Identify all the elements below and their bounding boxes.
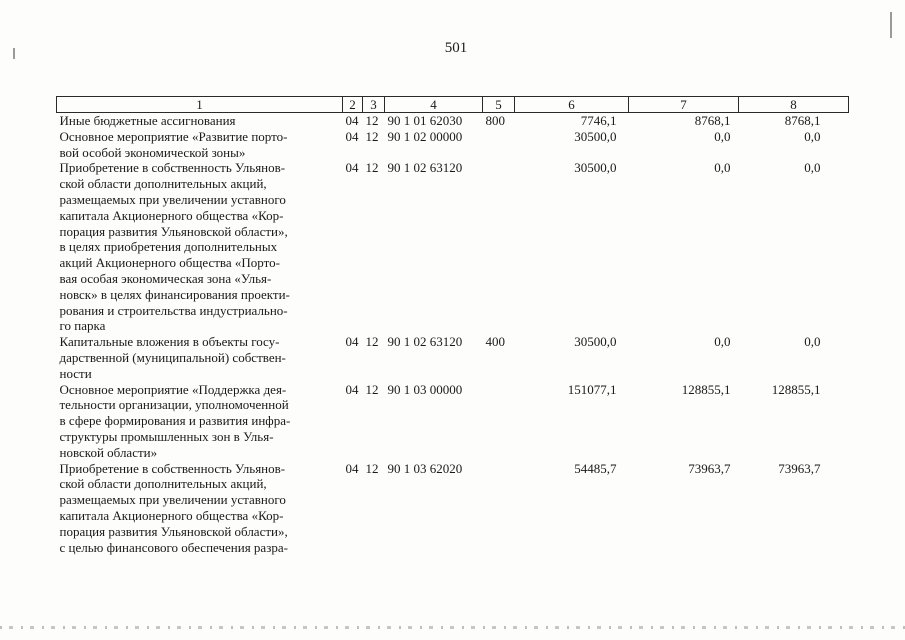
page-number: 501 xyxy=(444,40,468,56)
csr-cell: 90 1 02 63120 xyxy=(387,334,463,350)
csr-cell: 90 1 03 00000 xyxy=(387,381,463,397)
pr-cell: 12 xyxy=(365,460,379,476)
row-name-line: вой особой экономической зоны» xyxy=(59,144,246,160)
row-name-line: Основное мероприятие «Поддержка дея- xyxy=(59,381,287,397)
table-row xyxy=(57,113,849,129)
vr-cell xyxy=(483,461,515,556)
row-name-line: ской области дополнительных акций, xyxy=(59,476,267,492)
rz-cell: 04 xyxy=(345,381,359,397)
pr-cell: 12 xyxy=(365,160,379,176)
pr-cell: 12 xyxy=(365,113,379,128)
table-row xyxy=(57,129,849,161)
header-col-3: 3 xyxy=(363,97,385,113)
rz-cell: 04 xyxy=(345,113,359,128)
row-name-line: Приобретение в собственность Ульянов- xyxy=(59,160,286,176)
row-name-line: Иные бюджетные ассигнования xyxy=(59,113,236,128)
row-name-line: размещаемых при увеличении уставного xyxy=(59,191,286,207)
value-col-8: 0,0 xyxy=(804,128,821,144)
value-col-6: 7746,1 xyxy=(580,113,617,128)
row-name-line: в сфере формирования и развития инфра- xyxy=(59,413,291,429)
row-name-line: дарственной (муниципальной) собствен- xyxy=(59,349,286,365)
row-name-line: структуры промышленных зон в Улья- xyxy=(59,428,274,444)
row-name-line: порация развития Ульяновской области», xyxy=(59,223,288,239)
row-name-line: капитала Акционерного общества «Кор- xyxy=(59,507,284,523)
header-col-7: 7 xyxy=(629,97,739,113)
row-name-line: размещаемых при увеличении уставного xyxy=(59,492,286,508)
value-col-7: 0,0 xyxy=(714,128,731,144)
row-name-line: ской области дополнительных акций, xyxy=(59,176,267,192)
value-col-7: 0,0 xyxy=(714,334,731,350)
value-col-7: 0,0 xyxy=(714,160,731,176)
vr-cell: 800 xyxy=(485,113,505,128)
csr-cell: 90 1 02 00000 xyxy=(387,128,463,144)
vr-cell: 400 xyxy=(485,334,505,350)
value-col-7: 128855,1 xyxy=(681,381,731,397)
pr-cell: 12 xyxy=(365,334,379,350)
header-col-1: 1 xyxy=(57,97,343,113)
row-name xyxy=(57,382,343,461)
header-col-8: 8 xyxy=(739,97,849,113)
value-col-8: 0,0 xyxy=(804,334,821,350)
header-col-6: 6 xyxy=(515,97,629,113)
value-col-8: 73963,7 xyxy=(778,460,821,476)
row-name-line: новск» в целях финансирования проекти- xyxy=(59,286,290,302)
row-name xyxy=(57,334,343,381)
csr-cell: 90 1 02 63120 xyxy=(387,160,463,176)
pr-cell: 12 xyxy=(365,128,379,144)
row-name-line: ности xyxy=(59,365,92,381)
table-row xyxy=(57,160,849,334)
row-name xyxy=(57,461,343,556)
header-col-2: 2 xyxy=(343,97,363,113)
vr-cell xyxy=(483,382,515,461)
value-col-6: 30500,0 xyxy=(574,334,617,350)
row-name xyxy=(57,129,343,161)
value-col-8: 128855,1 xyxy=(771,381,821,397)
row-name-line: с целью финансового обеспечения разра- xyxy=(59,539,288,555)
header-col-4: 4 xyxy=(385,97,483,113)
budget-table xyxy=(56,96,849,555)
row-name-line: порация развития Ульяновской области», xyxy=(59,523,288,539)
vr-cell xyxy=(483,160,515,334)
table-header xyxy=(57,97,849,113)
row-name-line: вая особая экономическая зона «Улья- xyxy=(59,270,272,286)
csr-cell: 90 1 01 62030 xyxy=(387,113,463,128)
row-name-line: акций Акционерного общества «Порто- xyxy=(59,255,280,271)
value-col-6: 30500,0 xyxy=(574,160,617,176)
value-col-6: 30500,0 xyxy=(574,128,617,144)
rz-cell: 04 xyxy=(345,128,359,144)
value-col-6: 151077,1 xyxy=(567,381,617,397)
rz-cell: 04 xyxy=(345,460,359,476)
row-name-line: го парка xyxy=(59,318,106,334)
row-name-line: Приобретение в собственность Ульянов- xyxy=(59,460,286,476)
value-col-8: 8768,1 xyxy=(784,113,821,128)
header-col-5: 5 xyxy=(483,97,515,113)
row-name-line: Капитальные вложения в объекты госу- xyxy=(59,334,280,350)
row-name-line: в целях приобретения дополнительных xyxy=(59,239,278,255)
scan-margin-mark xyxy=(890,12,892,38)
value-col-6: 54485,7 xyxy=(574,460,617,476)
rz-cell: 04 xyxy=(345,160,359,176)
row-name-line: тельности организации, уполномоченной xyxy=(59,397,289,413)
csr-cell: 90 1 03 62020 xyxy=(387,460,463,476)
rz-cell: 04 xyxy=(345,334,359,350)
table-row xyxy=(57,382,849,461)
row-name-line: новской области» xyxy=(59,444,158,460)
scan-margin-mark xyxy=(13,48,15,59)
row-name-line: рования и строительства индустриально- xyxy=(59,302,288,318)
pr-cell: 12 xyxy=(365,381,379,397)
scan-bottom-edge xyxy=(0,626,905,629)
vr-cell xyxy=(483,129,515,161)
value-col-7: 8768,1 xyxy=(694,113,731,128)
row-name xyxy=(57,113,343,129)
header-row xyxy=(57,97,849,113)
row-name xyxy=(57,160,343,334)
value-col-8: 0,0 xyxy=(804,160,821,176)
row-name-line: Основное мероприятие «Развитие порто- xyxy=(59,128,288,144)
value-col-7: 73963,7 xyxy=(688,460,731,476)
table-row xyxy=(57,461,849,556)
row-name-line: капитала Акционерного общества «Кор- xyxy=(59,207,284,223)
table-row xyxy=(57,334,849,381)
